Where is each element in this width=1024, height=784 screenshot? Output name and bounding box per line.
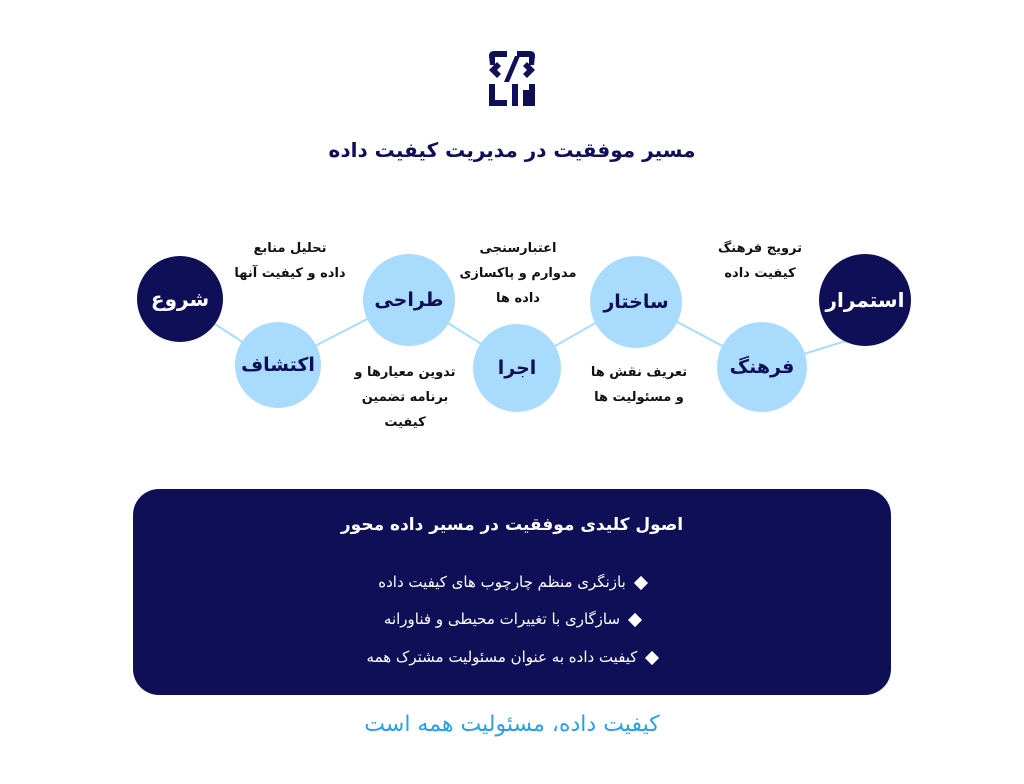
tagline: کیفیت داده، مسئولیت همه است	[364, 712, 660, 737]
note-line: و مسئولیت ها	[594, 390, 684, 405]
principle-text: بازنگری منظم چارچوب های کیفیت داده	[378, 573, 626, 591]
note-line: داده و کیفیت آنها	[234, 266, 346, 281]
note-line: داده ها	[496, 291, 540, 306]
step-execute-circle	[473, 324, 561, 412]
diamond-bullet-icon	[634, 575, 648, 589]
key-principles-panel	[133, 489, 891, 695]
note-line: برنامه تضمین	[361, 390, 449, 405]
step-design-label: طراحی	[374, 289, 444, 311]
step-explore-label: اکتشاف	[241, 354, 315, 376]
principle-text: سازگاری با تغییرات محیطی و فناورانه	[383, 610, 621, 628]
note-line: کیفیت	[384, 415, 426, 430]
note-line: تحلیل منابع	[253, 241, 327, 256]
principle-item	[133, 610, 891, 628]
step-design-circle	[363, 254, 455, 346]
step-structure-circle	[590, 256, 682, 348]
diamond-bullet-icon	[628, 612, 642, 626]
step-execute-label: اجرا	[497, 357, 537, 379]
note-line: کیفیت داده	[724, 266, 796, 281]
step-continuity-circle	[819, 254, 911, 346]
step-structure-note	[584, 360, 694, 410]
note-line: تدوین معیارها و	[354, 365, 456, 380]
step-culture-label: فرهنگ	[729, 356, 795, 378]
note-line: مدوارم و پاکسازی	[459, 266, 577, 281]
diamond-bullet-icon	[645, 650, 659, 664]
step-explore-note	[230, 236, 350, 286]
step-culture-circle	[717, 322, 807, 412]
step-continuity-label: استمرار	[825, 288, 905, 312]
note-line: تعریف نقش ها	[590, 365, 688, 380]
step-design-note	[345, 360, 465, 435]
principles-title: اصول کلیدی موفقیت در مسیر داده محور	[340, 515, 684, 535]
note-line: ترویج فرهنگ	[717, 241, 803, 256]
principle-text: کیفیت داده به عنوان مسئولیت مشترک همه	[366, 648, 638, 666]
step-explore-circle	[235, 322, 321, 408]
step-structure-label: ساختار	[603, 291, 669, 313]
note-line: اعتبارسنجی	[479, 241, 557, 256]
principle-item	[133, 573, 891, 591]
page-title: مسیر موفقیت در مدیریت کیفیت داده	[328, 138, 696, 162]
principle-item	[133, 648, 891, 666]
step-execute-note	[458, 236, 578, 311]
step-start-label: شروع	[150, 287, 210, 311]
step-start-circle	[137, 256, 223, 342]
step-culture-note	[705, 236, 815, 286]
